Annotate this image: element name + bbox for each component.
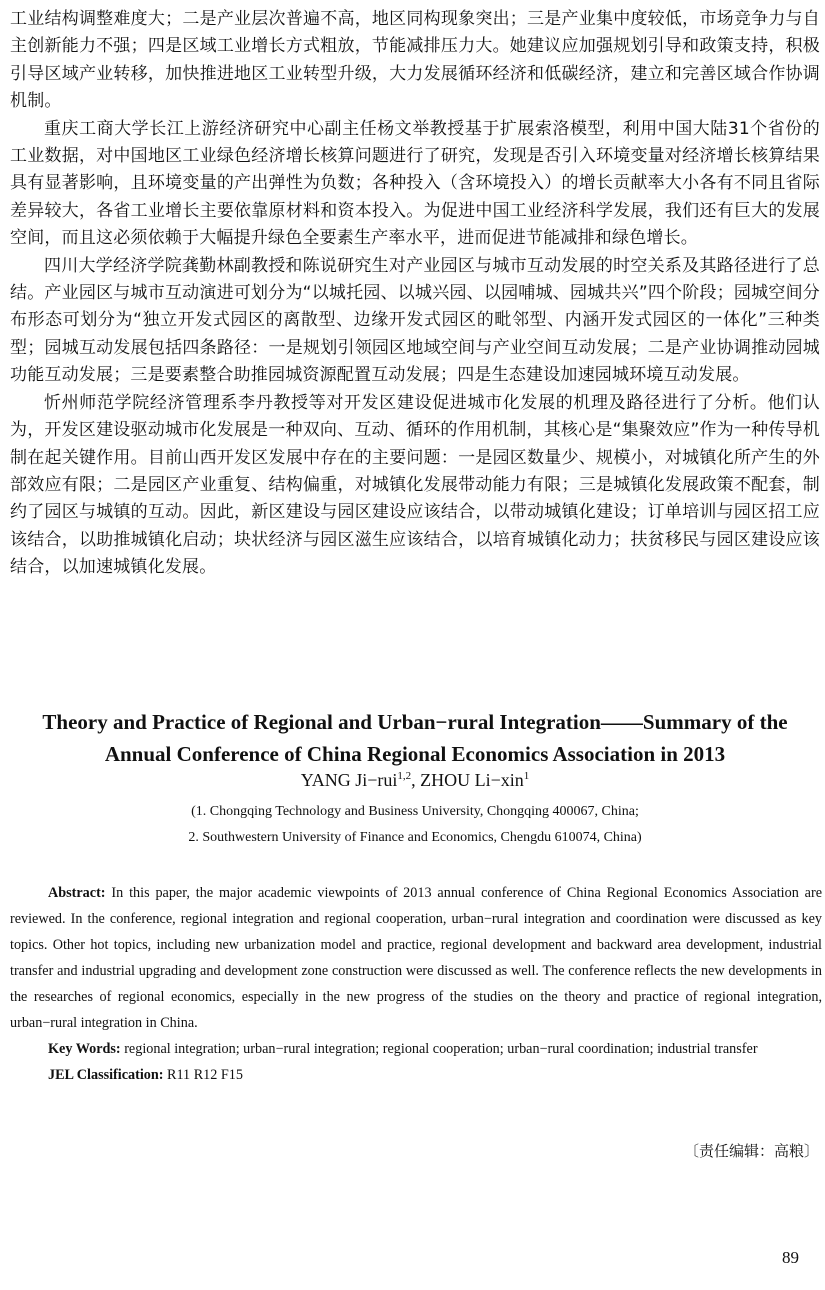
paragraph-li-dan: 忻州师范学院经济管理系李丹教授等对开发区建设促进城市化发展的机理及路径进行了分析。他们认为，开发区建设驱动城市化发展是一种双向、互动、循环的作用机制，其核心是“集聚效应”作为一种传导机制在起关键作用。目前山西开发区发展中存在的主要问题：一是园区数量少、规模小，对城镇化所产生的外部效应有限；二是园区产业重复、结构偏重，对城镇化发展带动能力有限；三是城镇化发展政策不配套，制约了园区与城镇的互动。因此，新区建设与园区建设应该结合，以带动城镇化建设；订单培训与园区招工应该结合，以助推城镇化启动；块状经济与园区滋生应该结合，以培育城镇化动力；扶贫移民与园区建设应该结合，以加速城镇化发展。 bbox=[10, 392, 820, 578]
author-affiliation-mark: 1 bbox=[523, 770, 530, 782]
author-affiliation-mark: 1,2 bbox=[397, 770, 412, 782]
author-name: YANG Ji−rui bbox=[300, 770, 398, 790]
jel-paragraph bbox=[10, 1062, 822, 1088]
author-separator: , bbox=[411, 770, 421, 790]
jel-label: JEL Classification: bbox=[48, 1067, 164, 1083]
responsible-editor: 〔责任编辑：高粮〕 bbox=[683, 1142, 819, 1160]
author-name: ZHOU Li−xin bbox=[420, 770, 524, 790]
affiliation-line: 2. Southwestern University of Finance and Economics, Chengdu 610074, China) bbox=[188, 830, 642, 845]
jel-codes: R11 R12 F15 bbox=[167, 1067, 243, 1083]
keywords-text: regional integration; urban−rural integration; regional cooperation; urban−rural coordination; industrial transfer bbox=[124, 1041, 758, 1057]
english-title: Theory and Practice of Regional and Urban−rural Integration——Summary of the Annual Conference of China Regional Economics Association in 2013 bbox=[42, 710, 788, 766]
author-line bbox=[10, 770, 820, 791]
abstract-paragraph bbox=[10, 880, 822, 1036]
paragraph-gong-qinlin: 四川大学经济学院龚勤林副教授和陈说研究生对产业园区与城市互动发展的时空关系及其路径进行了总结。产业园区与城市互动演进可划分为“以城托园、以城兴园、以园哺城、园城共兴”四个阶段；园城空间分布形态可划分为“独立开发式园区的离散型、边缘开发式园区的毗邻型、内涵开发式园区的一体化”三种类型；园城互动发展包括四条路径：一是规划引领园区地域空间与产业空间互动发展；二是产业协调推动园城功能互动发展；三是要素整合助推园城资源配置互动发展；四是生态建设加速园城环境互动发展。 bbox=[10, 255, 820, 386]
chinese-body-text bbox=[10, 6, 820, 582]
page-number: 89 bbox=[782, 1248, 799, 1267]
abstract-text: In this paper, the major academic viewpoints of 2013 annual conference of China Regional Economics Association are reviewed. In the conference, regional integration and regional cooperation, urban−rural integration and coordination were discussed as key topics. Other hot topics, including new urbanization model and practice, regional development and backward area development, industrial transfer and industrial upgrading and development zone construction were discussed as well. The conference reflects the new developments in the researches of regional economics, especially in the new progress of the studies on the theory and practice of regional integration, urban−rural integration in China. bbox=[10, 885, 822, 1031]
paragraph-continuation: 工业结构调整难度大；二是产业层次普遍不高，地区同构现象突出；三是产业集中度较低，市场竞争力与自主创新能力不强；四是区域工业增长方式粗放，节能减排压力大。她建议应加强规划引导和政策支持，积极引导区域产业转移，加快推进地区工业转型升级，大力发展循环经济和低碳经济，建立和完善区域合作协调机制。 bbox=[10, 9, 820, 112]
keywords-paragraph bbox=[10, 1036, 822, 1062]
affiliation-line: (1. Chongqing Technology and Business University, Chongqing 400067, China; bbox=[191, 804, 639, 819]
english-abstract bbox=[10, 880, 822, 1088]
keywords-label: Key Words: bbox=[48, 1041, 121, 1057]
paragraph-yang-wenju: 重庆工商大学长江上游经济研究中心副主任杨文举教授基于扩展索洛模型，利用中国大陆31个省份的工业数据，对中国地区工业绿色经济增长核算问题进行了研究，发现是否引入环境变量对经济增长核算结果具有显著影响，且环境变量的产出弹性为负数；各种投入（含环境投入）的增长贡献率大小各有不同且省际差异较大，各省工业增长主要依靠原材料和资本投入。为促进中国工业经济科学发展，我们还有巨大的发展空间，而且这必须依赖于大幅提升绿色全要素生产率水平，进而促进节能减排和绿色增长。 bbox=[10, 118, 820, 249]
abstract-label: Abstract: bbox=[48, 885, 106, 901]
